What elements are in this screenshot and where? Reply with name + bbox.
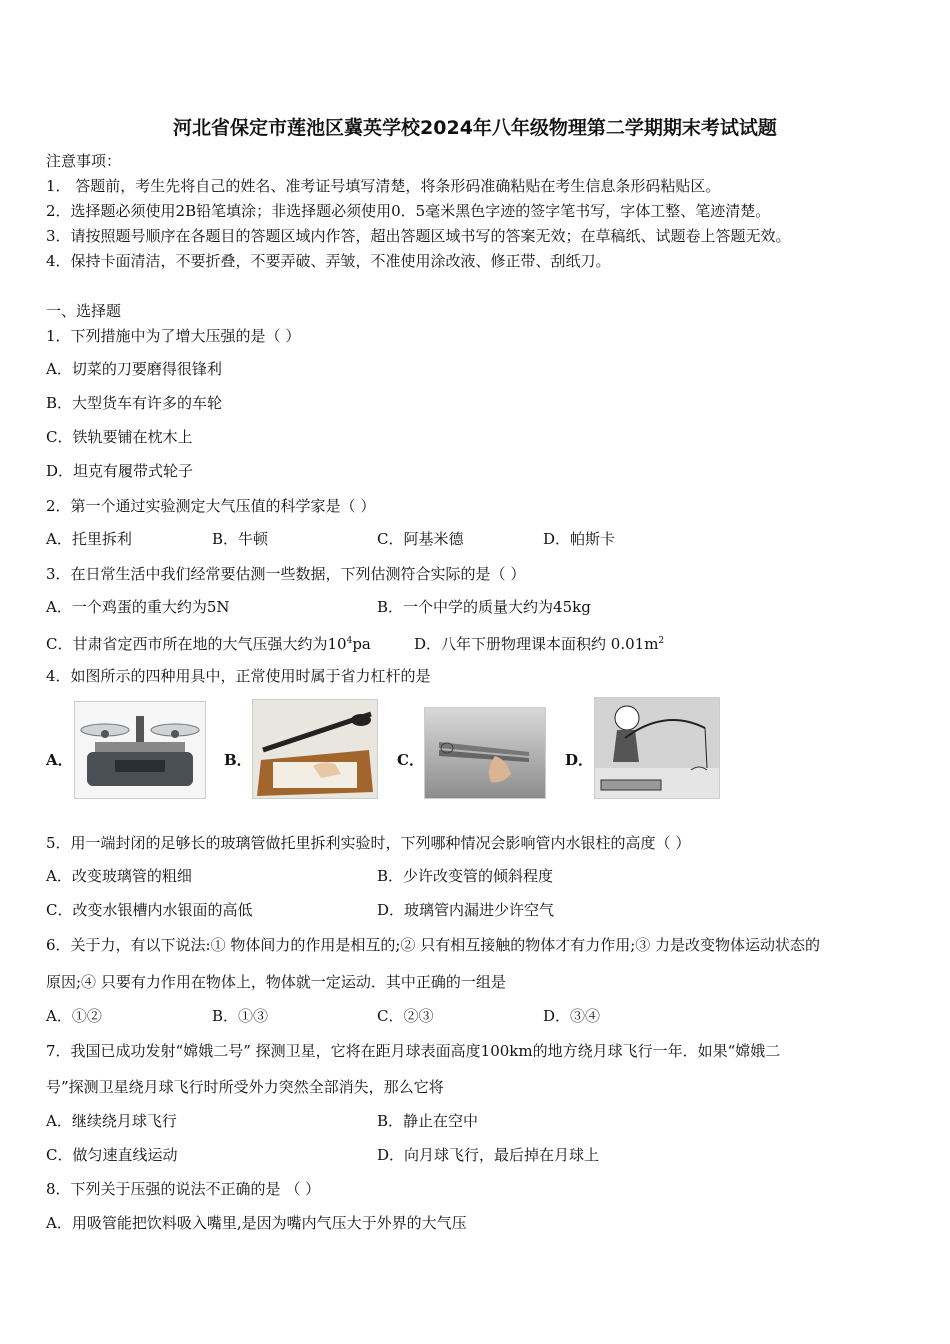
q4-option-d: D． [565, 751, 594, 769]
fishing-rod-image [594, 697, 720, 799]
q7-option-d: D．向月球飞行，最后掉在月球上 [377, 1146, 600, 1164]
q3-option-a: A．一个鸡蛋的重大约为5N [46, 598, 230, 616]
q2-option-c: C．阿基米德 [377, 530, 464, 548]
q1-option-d: D．坦克有履带式轮子 [46, 462, 194, 480]
q2-option-a: A．托里拆利 [46, 530, 132, 548]
section-heading: 一、选择题 [46, 302, 122, 320]
question-7-stem: 7．我国已成功发射“嫦娥二号” 探测卫星，它将在距月球表面高度100km的地方绕月球飞行一年．如果“嫦娥二 [46, 1042, 781, 1060]
q2-option-d: D．帕斯卡 [543, 530, 616, 548]
question-3-stem: 3．在日常生活中我们经常要估测一些数据，下列估测符合实际的是（ ） [46, 565, 526, 583]
question-6-stem-cont: 原因;④ 只要有力作用在物体上，物体就一定运动．其中正确的一组是 [46, 973, 506, 991]
q6-option-b: B．①③ [212, 1007, 269, 1025]
question-8-stem: 8．下列关于压强的说法不正确的是 （ ） [46, 1180, 321, 1198]
q4-option-c: C． [397, 751, 424, 769]
page-title: 河北省保定市莲池区冀英学校2024年八年级物理第二学期期末考试试题 [173, 117, 777, 139]
q6-option-a: A．①② [46, 1007, 102, 1025]
question-6-stem: 6．关于力，有以下说法:① 物体间力的作用是相互的;② 只有相互接触的物体才有力作用;③ 力是改变物体运动状态的 [46, 936, 821, 954]
q1-option-b: B．大型货车有许多的车轮 [46, 394, 223, 412]
q6-option-c: C．②③ [377, 1007, 434, 1025]
notice-item: 2．选择题必须使用2B铅笔填涂；非选择题必须使用0．5毫米黑色字迹的签字笔书写，字体工整、笔迹清楚。 [46, 202, 771, 220]
notice-header: 注意事项： [46, 152, 122, 170]
notice-item: 4．保持卡面清洁，不要折叠，不要弄破、弄皱，不准使用涂改液、修正带、刮纸刀。 [46, 252, 611, 270]
q5-option-b: B．少许改变管的倾斜程度 [377, 867, 554, 885]
q4-option-a: A． [46, 751, 73, 769]
q4-option-b: B． [224, 751, 252, 769]
q5-option-c: C．改变水银槽内水银面的高低 [46, 901, 253, 919]
q6-option-d: D．③④ [543, 1007, 601, 1025]
q3-option-c: C．甘肃省定西市所在地的大气压强大约为$10^4pa$ [46, 635, 371, 653]
notice-item: 3．请按照题号顺序在各题目的答题区域内作答，超出答题区域书写的答案无效；在草稿纸、试题卷上答题无效。 [46, 227, 791, 245]
question-4-stem: 4．如图所示的四种用具中，正常使用时属于省力杠杆的是 [46, 667, 431, 685]
question-7-stem-cont: 号”探测卫星绕月球飞行时所受外力突然全部消失，那么它将 [46, 1078, 444, 1096]
q1-option-a: A．切菜的刀要磨得很锋利 [46, 360, 222, 378]
notice-item: 1． 答题前，考生先将自己的姓名、准考证号填写清楚，将条形码准确粘贴在考生信息条形码粘贴区。 [46, 177, 721, 195]
q1-option-c: C．铁轨要铺在枕木上 [46, 428, 193, 446]
q3-option-b: B．一个中学的质量大约为45kg [377, 598, 591, 616]
q8-option-a: A．用吸管能把饮料吸入嘴里,是因为嘴内气压大于外界的大气压 [46, 1214, 467, 1232]
q7-option-c: C．做匀速直线运动 [46, 1146, 178, 1164]
q7-option-b: B．静止在空中 [377, 1112, 479, 1130]
balance-scale-image [74, 701, 206, 799]
q3-option-d: D．八年下册物理课本面积约 $0.01m^2$ [414, 635, 665, 653]
question-5-stem: 5．用一端封闭的足够长的玻璃管做托里拆利实验时，下列哪种情况会影响管内水银柱的高度（ ） [46, 834, 691, 852]
question-2-stem: 2．第一个通过实验测定大气压值的科学家是（ ） [46, 497, 376, 515]
q2-option-b: B．牛顿 [212, 530, 269, 548]
paper-cutter-image [252, 699, 378, 799]
tweezers-image [424, 707, 546, 799]
question-1-stem: 1．下列措施中为了增大压强的是（ ） [46, 327, 301, 345]
q7-option-a: A．继续绕月球飞行 [46, 1112, 177, 1130]
q5-option-a: A．改变玻璃管的粗细 [46, 867, 192, 885]
q5-option-d: D．玻璃管内漏进少许空气 [377, 901, 555, 919]
